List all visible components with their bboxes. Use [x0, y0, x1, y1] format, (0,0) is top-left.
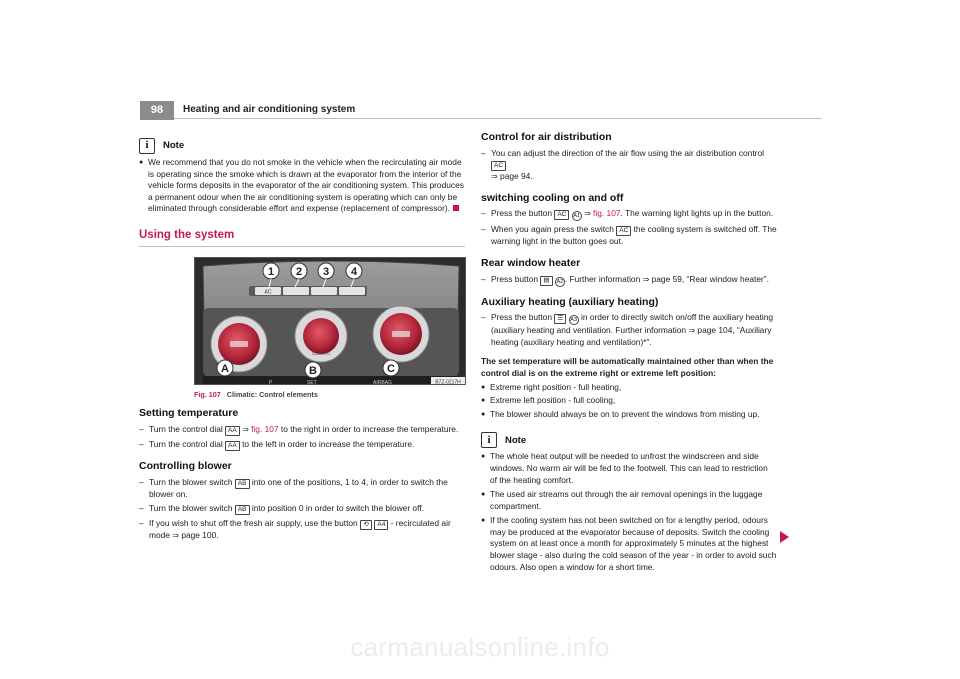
list-item: – Turn the blower switch AB into position 0 in order to switch the blower off. [139, 503, 469, 515]
key-a1: A1 [573, 213, 581, 220]
key-a4: A4 [374, 520, 388, 530]
rear-window-heading: Rear window heater [481, 256, 581, 269]
key-a: AC [491, 161, 506, 171]
info-icon: i [481, 432, 497, 448]
section-heading: Using the system [139, 230, 465, 247]
next-page-arrow-icon[interactable] [780, 531, 789, 543]
list-item: – Press the button ☰ A3 in order to directly switch on/off the auxiliary heating (auxiliary heating and ventilation. Further information ⇒ page 104, “Auxiliary heating (auxiliary heating and ventilation)*”. [481, 312, 777, 348]
auto-temp-intro: The set temperature will be automatically maintained other than when the control dial is on the extreme right or extreme left position: [481, 356, 774, 378]
watermark: carmanualsonline.info [350, 632, 610, 662]
callout-1: 1 [267, 266, 275, 278]
list-item: – Turn the control dial AA to the left in order to increase the temperature. [139, 439, 469, 451]
ac-button-label: AC [264, 289, 272, 296]
controlling-blower-block [139, 461, 469, 545]
callout-c: C [387, 363, 395, 375]
callout-2: 2 [295, 266, 303, 278]
figure-caption: Fig. 107 Climatic: Control elements [194, 390, 318, 399]
list-item: ● If the cooling system has not been switched on for a lengthy period, odours may be produced at the evaporator because of deposits. Switch the cooling system on at least once a month for approximately 5 minutes at the highest blower stage - also during the cold season of the year - in order to avoid such odours. Also open a window for a short time. [481, 515, 777, 573]
page-link[interactable]: page 104, “Auxiliary heating (auxiliary heating and ventilation)*”. [491, 325, 772, 347]
key-a: AA [225, 441, 240, 451]
page-number: 98 [140, 101, 174, 120]
airbag-label: AIRBAG [373, 380, 392, 385]
dial-b [295, 310, 347, 362]
callout-3: 3 [322, 266, 330, 278]
figure-climatic-panel [194, 257, 466, 385]
figure-code: B7Z-0217H [435, 379, 461, 385]
key-a2: A2 [556, 278, 564, 285]
header-rule [174, 118, 822, 119]
key-b: AB [235, 479, 250, 489]
note-heading: i Note [481, 432, 777, 448]
key-a: AA [225, 426, 240, 436]
list-item: – Turn the control dial AA ⇒ fig. 107 to the right in order to increase the temperature. [139, 424, 469, 436]
cooling-heading: switching cooling on and off [481, 191, 624, 204]
list-item: – When you again press the switch AC the cooling system is switched off. The warning light in the button goes out. [481, 224, 777, 248]
list-item: – You can adjust the direction of the air flow using the air distribution control AC ⇒ page 94. [481, 148, 777, 183]
setting-temperature-block [139, 408, 469, 454]
dial-center-label: CLIMATIC [311, 351, 331, 356]
page-link[interactable]: page 100. [181, 530, 219, 541]
note-heading: i Note [139, 138, 465, 154]
list-item: – Press button ▤ A2 . Further information ⇒ page 59, “Rear window heater”. [481, 274, 777, 287]
dial-c [373, 306, 429, 362]
list-item: – If you wish to shut off the fresh air supply, use the button ⟲ A4 - recirculated air mode ⇒ page 100. [139, 518, 469, 542]
list-item: – Turn the blower switch AB into one of the positions, 1 to 4, in order to switch the blower on. [139, 477, 469, 501]
page-title: Heating and air conditioning system [183, 104, 356, 115]
list-item: ● The used air streams out through the air removal openings in the luggage compartment. [481, 489, 777, 512]
key-b: AB [235, 505, 250, 515]
fig-link[interactable]: fig. 107 [593, 208, 621, 219]
rear-window-key-icon: ▤ [540, 276, 552, 286]
air-distribution-heading: Control for air distribution [481, 131, 612, 143]
ac-key: AC [616, 226, 631, 236]
auxiliary-key-icon: ☰ [554, 314, 566, 324]
key-a3: A3 [570, 317, 578, 324]
set-label: SET [307, 380, 317, 385]
list-item: – Press the button AC A1 ⇒ fig. 107. The warning light lights up in the button. [481, 208, 777, 221]
setting-temperature-heading: Setting temperature [139, 407, 239, 419]
fig-link[interactable]: fig. 107 [251, 423, 279, 434]
ac-key: AC [554, 210, 569, 220]
info-icon: i [139, 138, 155, 154]
list-item: ● The blower should always be on to prevent the windows from misting up. [481, 409, 777, 421]
callout-4: 4 [350, 266, 358, 278]
list-item: ● Extreme left position - full cooling, [481, 395, 777, 407]
note-text: ● We recommend that you do not smoke in the vehicle when the recirculating air mode is operating since the smoke which is drawn at the evaporator from the interior of the vehicle forms deposits in the evaporator of the air conditioning system. This produces a permanent odour when the air conditioning system is operating which can only be eliminated through considerable effort and expense (replacement of compressor). [139, 157, 465, 215]
callout-b: B [309, 365, 317, 377]
controlling-blower-heading: Controlling blower [139, 460, 232, 472]
parking-label: P [269, 380, 273, 385]
auxiliary-heading: Auxiliary heating (auxiliary heating) [481, 295, 659, 308]
list-item: ● The whole heat output will be needed to unfrost the windscreen and side windows. No warm air will be fed to the footwell. This can lead to restriction of the heating comfort. [481, 451, 777, 486]
page-link[interactable]: page 59, “Rear window heater”. [651, 273, 769, 284]
recirculation-key-icon: ⟲ [360, 520, 372, 530]
note-block [139, 138, 465, 215]
right-column [481, 132, 777, 573]
end-square-icon [453, 205, 459, 211]
callout-a: A [221, 363, 229, 375]
list-item: ● Extreme right position - full heating, [481, 382, 777, 394]
page-link[interactable]: page 94. [500, 171, 533, 182]
section-rule [139, 246, 465, 247]
climatic-panel-illustration [195, 258, 466, 385]
